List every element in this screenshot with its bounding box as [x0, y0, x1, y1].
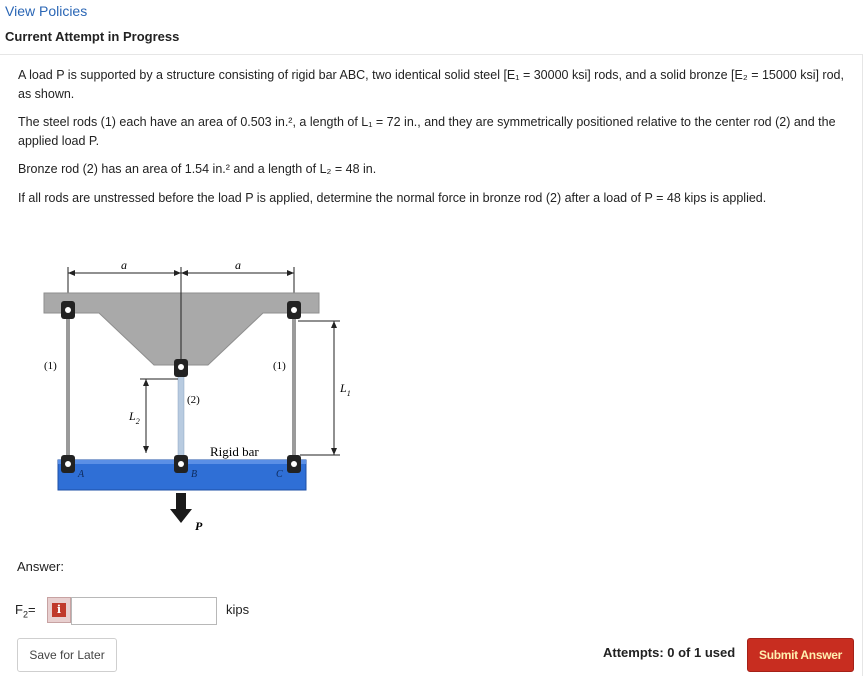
answer-input[interactable]: [71, 597, 217, 625]
arrowhead: [331, 448, 337, 455]
question-paragraph-4: If all rods are unstressed before the load P is applied, determine the normal force in bronze rod (2) after a load of P = 48 kips is applied.: [18, 190, 767, 205]
pin-hole: [291, 461, 297, 467]
load-P-label: P: [195, 519, 203, 533]
point-B-label: B: [191, 469, 198, 480]
load-arrow-head: [170, 509, 192, 523]
L1-label: $L_1$: [340, 381, 351, 398]
steel-rod-left: [66, 313, 70, 461]
L2-label: $L_2$: [129, 409, 140, 426]
question-text: [18, 66, 854, 217]
question-paragraph-3: Bronze rod (2) has an area of 1.54 in.² and a length of L₂ = 48 in.: [18, 162, 377, 176]
rigid-bar-label: Rigid bar: [210, 444, 259, 459]
submit-answer-button[interactable]: Submit Answer: [747, 638, 854, 672]
arrowhead: [181, 270, 188, 276]
answer-units: kips: [226, 602, 250, 617]
save-for-later-button[interactable]: Save for Later: [17, 638, 117, 672]
pin-hole: [65, 461, 71, 467]
arrowhead: [143, 379, 149, 386]
arrowhead: [174, 270, 181, 276]
rod-1-right-label: (1): [273, 360, 286, 372]
arrowhead: [287, 270, 294, 276]
arrowhead: [331, 321, 337, 328]
arrowhead: [68, 270, 75, 276]
rod-1-left-label: (1): [44, 360, 57, 372]
answer-label: Answer:: [17, 559, 64, 574]
dimension-a-right: a: [235, 258, 241, 272]
arrowhead: [143, 446, 149, 453]
info-button[interactable]: [47, 597, 71, 623]
info-icon: i: [52, 603, 66, 617]
point-C-label: C: [276, 469, 283, 480]
structure-figure: [30, 255, 350, 545]
answer-variable-label: $F_2=$: [15, 602, 36, 620]
bronze-rod-center: [178, 369, 184, 461]
pin-hole: [178, 364, 184, 370]
pin-hole: [178, 461, 184, 467]
steel-rod-right: [292, 313, 296, 461]
dimension-a-left: a: [121, 258, 127, 272]
pin-hole: [291, 307, 297, 313]
attempts-counter: Attempts: 0 of 1 used: [603, 645, 736, 660]
pin-hole: [65, 307, 71, 313]
attempt-status-title: Current Attempt in Progress: [5, 29, 180, 44]
load-arrow-shaft: [176, 493, 186, 511]
structure-diagram: [30, 255, 350, 545]
header-divider: [0, 54, 862, 55]
content-border: [862, 54, 863, 676]
view-policies-link[interactable]: View Policies: [5, 3, 88, 19]
rod-2-label: (2): [187, 394, 200, 406]
question-paragraph-2: The steel rods (1) each have an area of 0.503 in.², a length of L₁ = 72 in., and they are symmetrically positioned relative to the center rod (2) and the applied load P.: [18, 115, 836, 148]
question-paragraph-1: A load P is supported by a structure consisting of rigid bar ABC, two identical solid steel [E₁ = 30000 ksi] rods, and a solid bronze [E₂ = 15000 ksi] rod, as shown.: [18, 68, 844, 101]
point-A-label: A: [78, 469, 85, 480]
